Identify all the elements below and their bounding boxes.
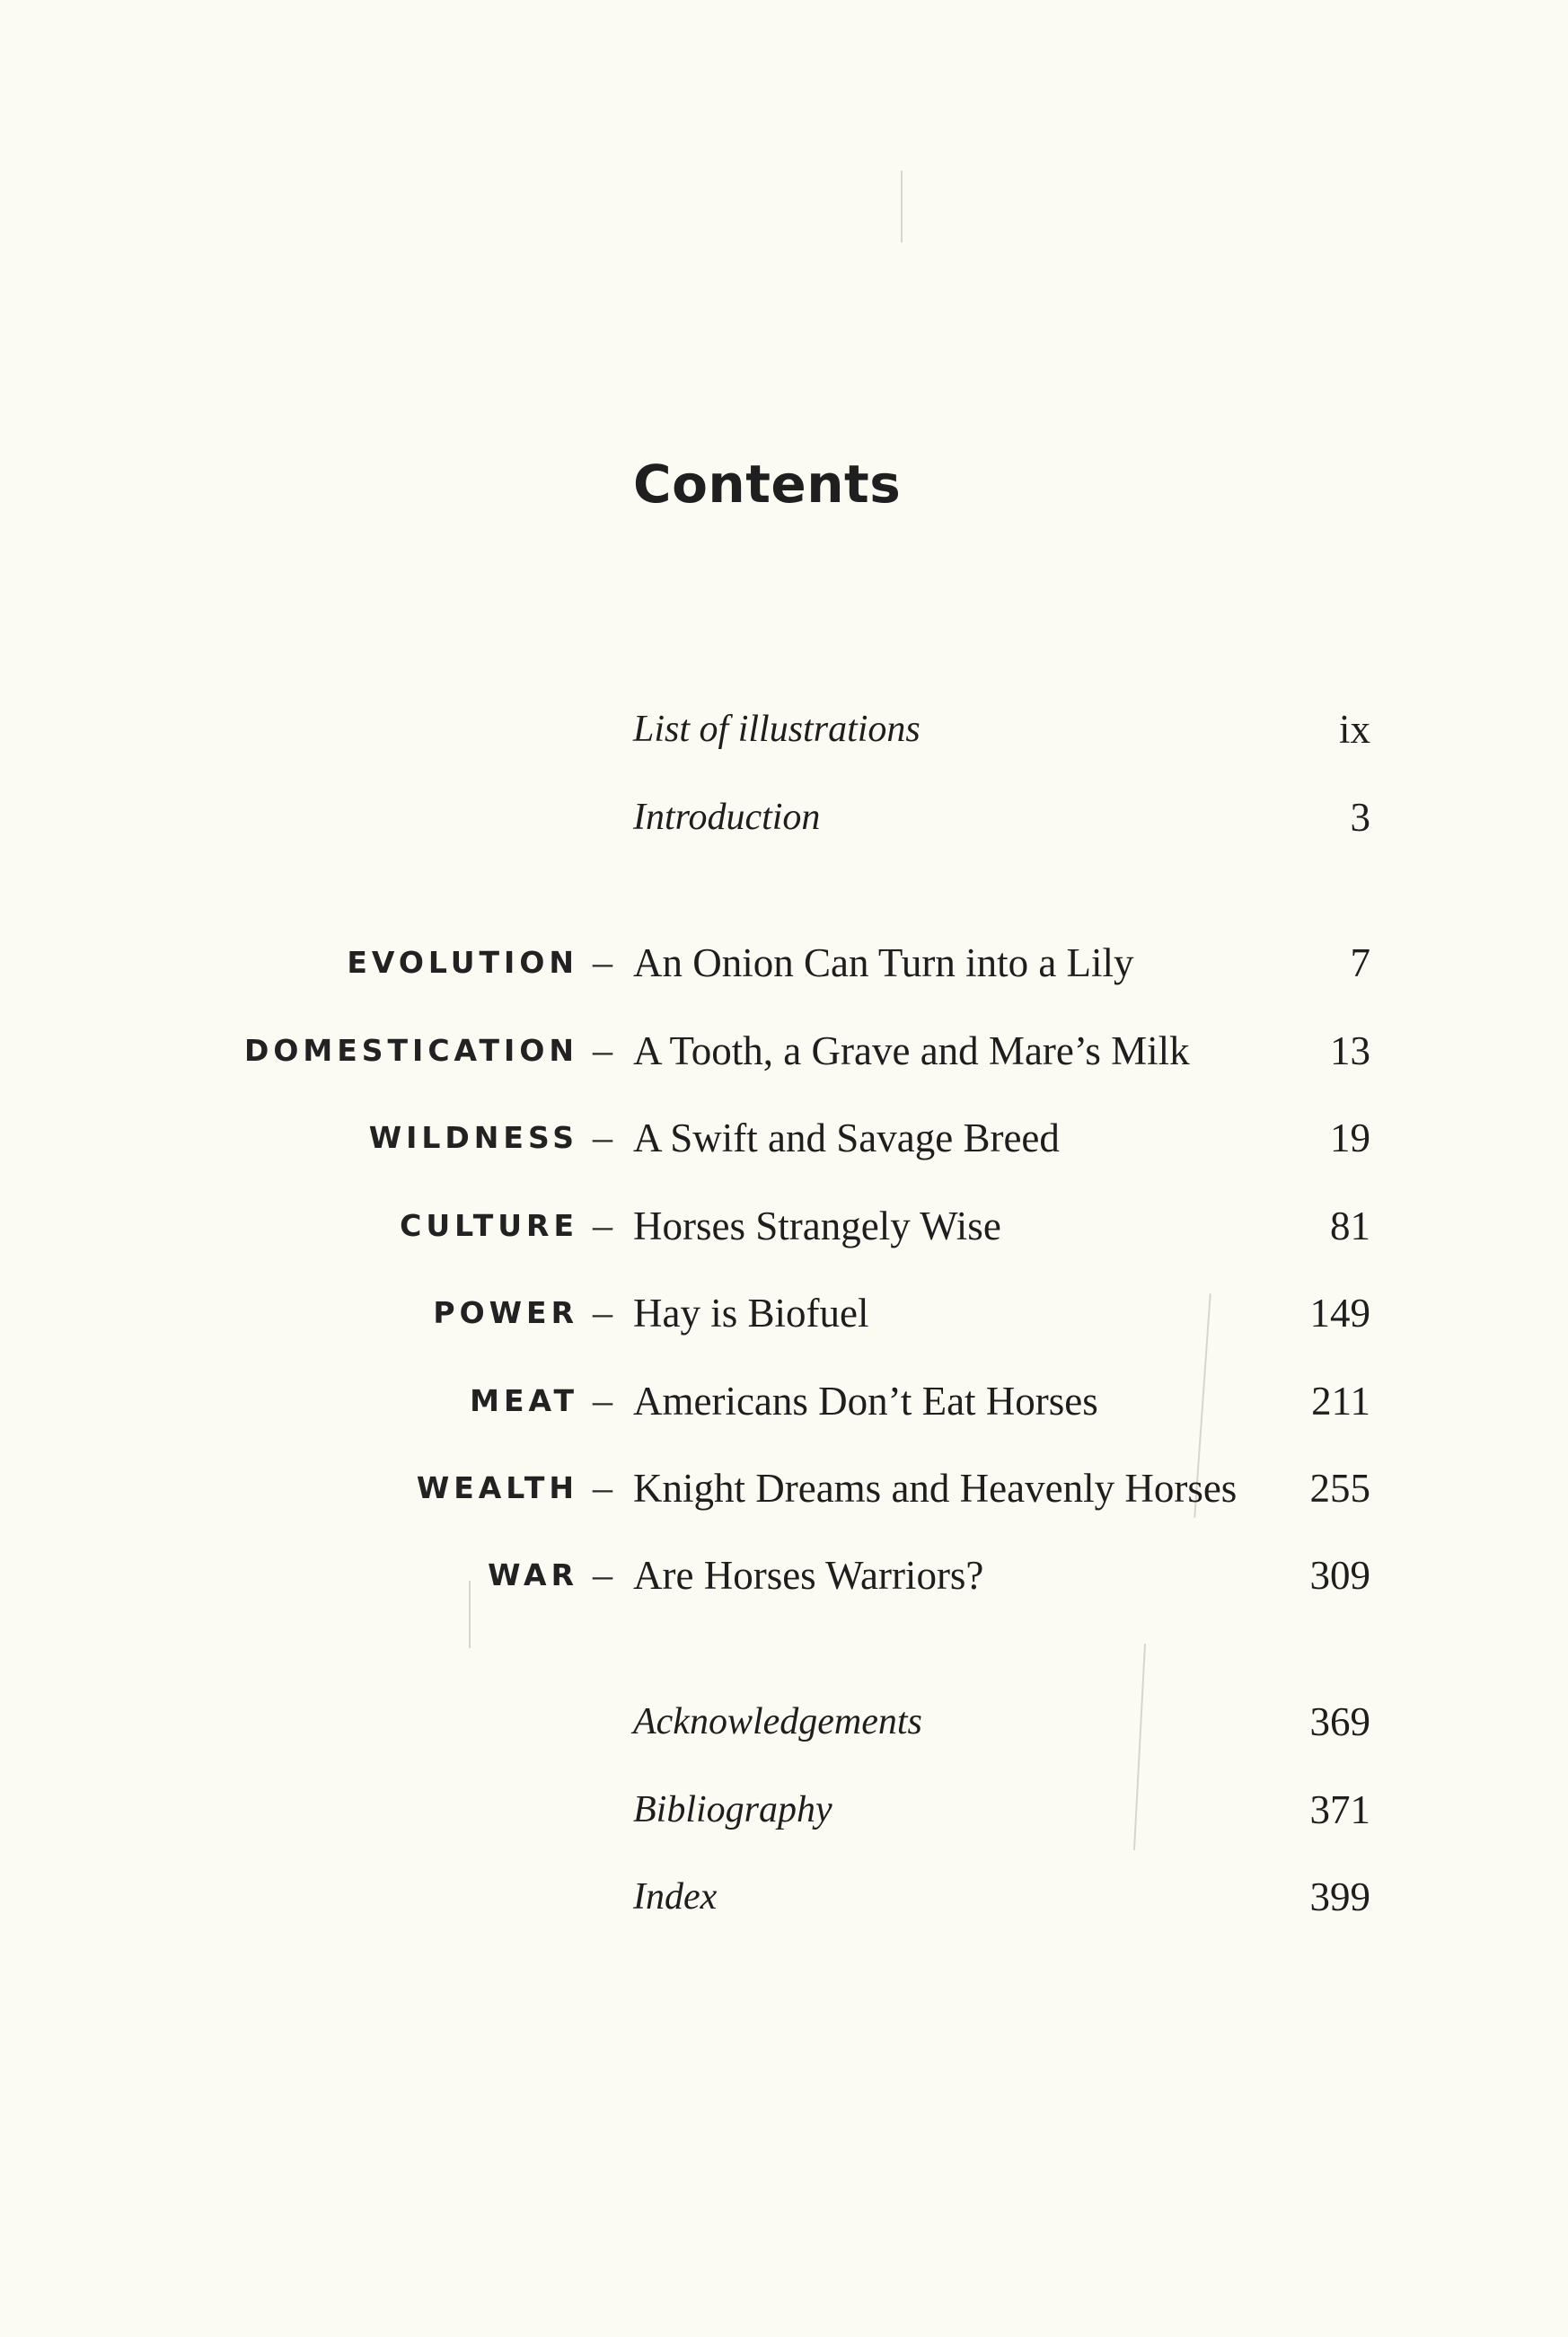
toc-page-number: ix — [1338, 707, 1370, 752]
toc-separator: – — [593, 940, 612, 984]
toc-entry-title: Horses Strangely Wise — [633, 1204, 1001, 1248]
toc-entry-title: Bibliography — [633, 1789, 832, 1830]
toc-entry-title: A Swift and Savage Breed — [633, 1116, 1060, 1160]
toc-entry-title: Acknowledgements — [633, 1701, 922, 1742]
toc-back-item — [0, 1861, 1568, 1933]
toc-part-label: POWER — [433, 1295, 578, 1330]
toc-chapter — [0, 1190, 1568, 1262]
toc-chapter — [0, 927, 1568, 999]
toc-front-item — [0, 781, 1568, 853]
toc-entry-title: Hay is Biofuel — [633, 1291, 869, 1336]
toc-separator: – — [593, 1466, 612, 1510]
toc-chapter — [0, 1452, 1568, 1524]
toc-page-number: 211 — [1311, 1379, 1370, 1424]
toc-entry-title: Knight Dreams and Heavenly Horses — [633, 1466, 1238, 1511]
toc-separator: – — [593, 1028, 612, 1072]
toc-page-number: 149 — [1309, 1291, 1370, 1336]
toc-chapter — [0, 1015, 1568, 1087]
toc-page-number: 309 — [1309, 1553, 1370, 1598]
toc-front-item — [0, 693, 1568, 765]
toc-page-number: 369 — [1309, 1699, 1370, 1744]
toc-part-label: CULTURE — [400, 1208, 578, 1243]
toc-part-label: DOMESTICATION — [243, 1033, 578, 1068]
toc-part-label: WILDNESS — [368, 1120, 578, 1155]
toc-separator: – — [593, 1553, 612, 1597]
toc-part-label: EVOLUTION — [347, 945, 578, 980]
toc-part-label: MEAT — [470, 1383, 578, 1418]
toc-entry-title: Introduction — [633, 797, 821, 838]
toc-separator: – — [593, 1204, 612, 1248]
toc-page-number: 81 — [1330, 1204, 1370, 1248]
toc-page-number: 19 — [1330, 1116, 1370, 1160]
toc-back-item — [0, 1774, 1568, 1846]
toc-page-number: 399 — [1309, 1874, 1370, 1919]
toc-page-number: 255 — [1309, 1466, 1370, 1511]
toc-page-number: 7 — [1350, 940, 1370, 985]
toc-entry-title: List of illustrations — [633, 709, 921, 750]
toc-entry-title: A Tooth, a Grave and Mare’s Milk — [633, 1028, 1190, 1073]
toc-entry-title: Are Horses Warriors? — [633, 1553, 984, 1598]
scan-mark — [901, 171, 903, 243]
toc-page-number: 13 — [1330, 1028, 1370, 1073]
toc-part-label: WAR — [488, 1557, 578, 1592]
toc-chapter — [0, 1539, 1568, 1611]
toc-entry-title: An Onion Can Turn into a Lily — [633, 940, 1134, 985]
toc-back-item — [0, 1686, 1568, 1758]
toc-chapter — [0, 1277, 1568, 1349]
toc-separator: – — [593, 1291, 612, 1335]
toc-entry-title: Index — [633, 1876, 718, 1918]
toc-separator: – — [593, 1379, 612, 1423]
toc-separator: – — [593, 1116, 612, 1160]
toc-chapter — [0, 1365, 1568, 1437]
page-title: Contents — [633, 454, 902, 515]
toc-page-number: 371 — [1309, 1787, 1370, 1832]
toc-entry-title: Americans Don’t Eat Horses — [633, 1379, 1098, 1424]
toc-page-number: 3 — [1350, 795, 1370, 840]
toc-chapter — [0, 1102, 1568, 1174]
toc-part-label: WEALTH — [416, 1470, 578, 1505]
